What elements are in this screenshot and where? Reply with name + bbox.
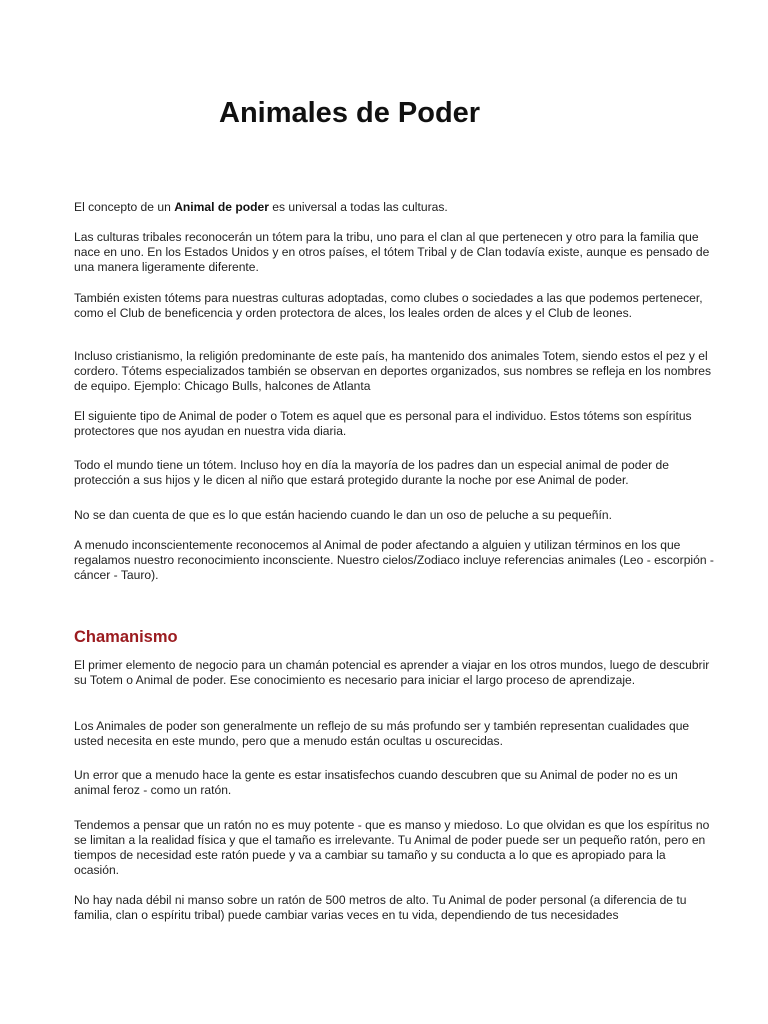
section-paragraph: Los Animales de poder son generalmente un reflejo de su más profundo ser y también representan cualidades que usted necesita en este mundo, pero que a menudo están ocultas u oscurecidas. [74,719,690,748]
paragraph: Incluso cristianismo, la religión predominante de este país, ha mantenido dos animales Totem, siendo estos el pez y el cordero. Tótems especializados también se observan en deportes organizados, sus nombres se refleja en los nombres de equipo. Ejemplo: Chicago Bulls, halcones de Atlanta [74,349,712,393]
paragraph: Todo el mundo tiene un tótem. Incluso hoy en día la mayoría de los padres dan un especial animal de poder de protección a sus hijos y le dicen al niño que estará protegido durante la noche por ese Animal de poder. [74,458,669,487]
section-paragraph: Un error que a menudo hace la gente es estar insatisfechos cuando descubren que su Animal de poder no es un animal feroz - como un ratón. [74,768,678,797]
section-paragraph: No hay nada débil ni manso sobre un ratón de 500 metros de alto. Tu Animal de poder personal (a diferencia de tu familia, clan o espíritu tribal) puede cambiar varias veces en tu vida, dependiendo de tus necesidades [74,893,687,922]
section-paragraph: El primer elemento de negocio para un chamán potencial es aprender a viajar en los otros mundos, luego de descubrir su Totem o Animal de poder. Ese conocimiento es necesario para iniciar el largo proceso de aprendizaje. [74,658,710,687]
paragraph: También existen tótems para nuestras culturas adoptadas, como clubes o sociedades a las que podemos pertenecer, como el Club de beneficencia y orden protectora de alces, los leales orden de alces y el Club de leones. [74,291,703,320]
paragraph: No se dan cuenta de que es lo que están haciendo cuando le dan un oso de peluche a su pequeñín. [74,508,612,522]
paragraph: El siguiente tipo de Animal de poder o Totem es aquel que es personal para el individuo. Estos tótems son espíritus protectores que nos ayudan en nuestra vida diaria. [74,409,692,438]
paragraph: A menudo inconscientemente reconocemos al Animal de poder afectando a alguien y utilizan términos en los que regalamos nuestro reconocimiento inconsciente. Nuestro cielos/Zodiaco incluye referencias animales (Leo - escorpión - cáncer - Tauro). [74,538,714,582]
intro-paragraph [74,200,714,215]
page-title: Animales de Poder [219,97,481,129]
section-paragraph: Tendemos a pensar que un ratón no es muy potente - que es manso y miedoso. Lo que olvidan es que los espíritus no se limitan a la realidad física y que el tamaño es irrelevante. Tu Animal de poder puede ser un pequeño ratón, pero en tiempos de necesidad este ratón puede y va a cambiar su tamaño y su conducta a lo que es apropiado para la ocasión. [74,818,710,877]
intro-suffix: es universal a todas las culturas. [268,200,448,214]
paragraph: Las culturas tribales reconocerán un tótem para la tribu, uno para el clan al que pertenecen y otro para la familia que nace en uno. En los Estados Unidos y en otros países, el tótem Tribal y de Clan todavía existe, aunque es pensado de una manera ligeramente diferente. [74,230,710,274]
section-heading: Chamanismo [74,628,178,646]
intro-prefix: El concepto de un [74,200,175,214]
intro-bold-term: Animal de poder [174,200,269,214]
